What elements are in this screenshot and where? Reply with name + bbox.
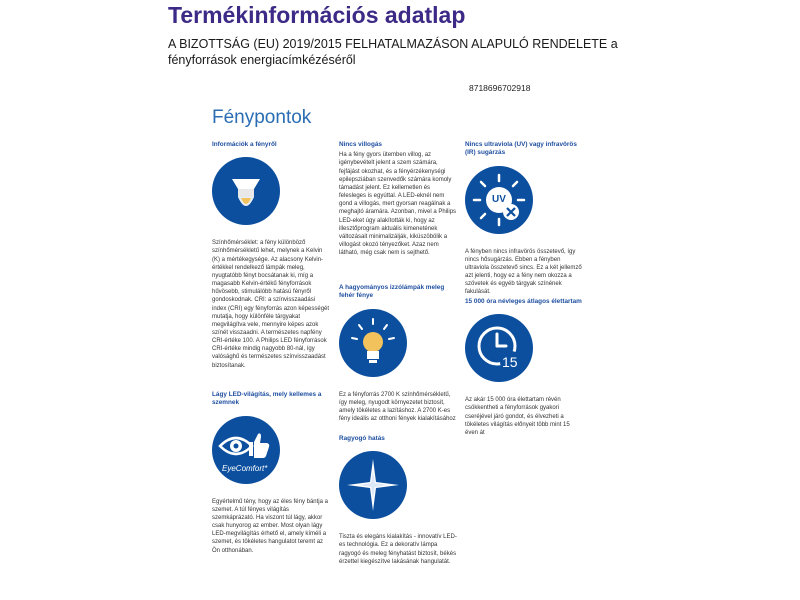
- feature-text: Az akár 15 000 óra élettartam révén csökkentheti a fényforrások gyakori cseréjével járó gondot, és élvezheti a tökéletes világítás előnyeit több mint 15 éven át: [465, 397, 570, 436]
- feature-info: [212, 141, 330, 370]
- no-uv-icon: [465, 166, 533, 234]
- feature-flicker: [339, 141, 457, 257]
- feature-heading: A hagyományos izzólámpák meleg fehér fénye: [339, 284, 445, 300]
- section-title: Fénypontok: [212, 107, 312, 128]
- sparkle-icon: [339, 451, 407, 519]
- lifetime-label: 15: [502, 354, 518, 371]
- feature-heading: Nincs ultraviola (UV) vagy infravörös (IR) sugárzás: [465, 141, 577, 157]
- feature-text: Tiszta és elegáns kialakítás - innovatív LED-es technológia. Ez a dekoratív lámpa ragyogó és meleg fényhatást biztosít, békés érzettel kiegészítve lakásának hangulatát.: [339, 534, 457, 565]
- page-title: Termékinformációs adatlap: [168, 2, 466, 28]
- feature-warm: [339, 284, 457, 423]
- feature-heading: Nincs villogás: [339, 141, 382, 148]
- feature-lifetime: [465, 298, 583, 437]
- feature-heading: Ragyogó hatás: [339, 435, 385, 442]
- clock-icon: [465, 314, 533, 382]
- eye-comfort-label: EyeComfort*: [222, 463, 268, 473]
- warm-bulb-icon: [339, 309, 407, 377]
- feature-heading: 15 000 óra névleges átlagos élettartam: [465, 298, 582, 305]
- feature-heading: Lágy LED-világítás, mely kellemes a szemnek: [212, 391, 322, 407]
- feature-text: Egyértelmű tény, hogy az éles fény bántja a szemet. A túl fényes világítás szemkáprázató. Ha viszont túl lágy, akkor csak hunyorog az ember. Most olyan lágy LED-megvilágítás érhető el, amely kíméli a szemet, és tökéletes hangulatot teremt az Ön otthonában.: [212, 498, 328, 554]
- lamp-icon: [212, 157, 280, 225]
- feature-text: Színhőmérséklet: a fény különböző színhőmérsékletű lehet, melynek a Kelvin (K) a mértékegysége. Az alacsony Kelvin-értékkel rendelkező lámpák meleg, nyugtatóbb fényt bocsátanak ki, míg a magasabb Kelvin-értékű fényforrások hűvösebb, stimulálóbb hatású fényről gondoskodnak. CRI: a színvisszaadási index (CRI) egy fényforrás azon képességét mutatja, hogy különféle tárgyakat megvilágítva vele, mennyire képes azok színét visszaadni. A természetes napfény CRI-értéke 100. A Philips LED fényforrások CRI-értéke mindig nagyobb 80-nál, így valósághű és természetes színvisszaadást biztosítanak.: [212, 240, 330, 369]
- feature-sparkle: [339, 435, 457, 566]
- eye-comfort-icon: [212, 416, 280, 484]
- feature-uv: [465, 141, 583, 297]
- feature-heading: Információk a fényről: [212, 141, 277, 148]
- feature-soft: [212, 391, 330, 555]
- ean-code: 8718696702918: [469, 83, 531, 93]
- uv-label: UV: [492, 193, 506, 205]
- page-subtitle: A BIZOTTSÁG (EU) 2019/2015 FELHATALMAZÁSON ALAPULÓ RENDELETE a fényforrások energiacímkézéséről: [168, 37, 618, 67]
- feature-text: A fényben nincs infravörös összetevő, így nincs hősugárzás. Ebben a fényben ultraviola összetevő sincs. Ez a két jellemző azt jelenti, hogy ez a fény nem okozza a szövetek és egyéb tárgyak színének fakulását.: [465, 248, 582, 296]
- feature-text: Ez a fényforrás 2700 K színhőmérsékletű, így meleg, nyugodt környezetet biztosít, amely tökéletes a lazításhoz. A 2700 K-es fény ideális az otthoni fények kialakításához: [339, 391, 456, 423]
- feature-text: Ha a fény gyors ütemben villog, az igénybevételt jelent a szem számára, fejfájást okozhat, és a fényérzékenységi epilepsziában szenvedők számára komoly támadást jelent. Ez kellemetlen és felesleges is egyúttal. A LED-eknél nem gond a villogás, mert gyorsan reagálnak a meghajtó áramára. Azonban, mivel a Philips LED-eket úgy alakították ki, hogy az illesztőprogram aktuális kimenetének változásait minimalizálják, kiküszöbölik a villogást okozó tényezőket. Azaz nem látható, még csak nem is sejthető.: [339, 152, 457, 257]
